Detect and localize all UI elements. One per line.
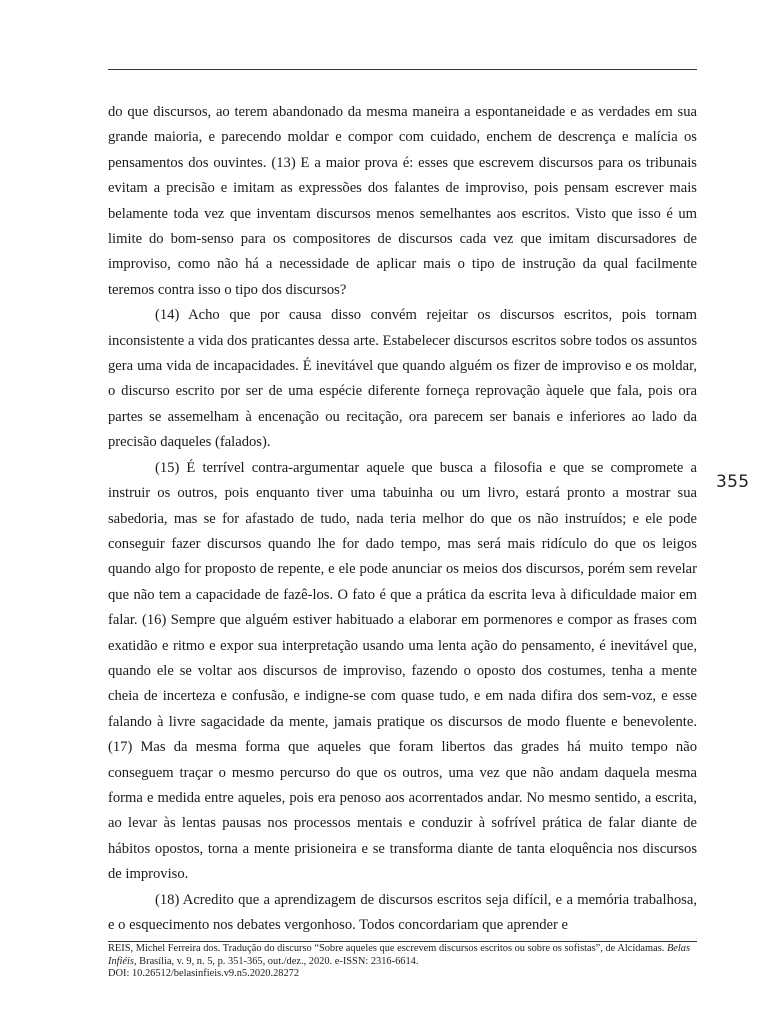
footer-rule [108,941,697,942]
citation-text: REIS, Michel Ferreira dos. Tradução do discurso “Sobre aqueles que escrevem discursos escritos ou sobre os sofistas”, de Alcídamas. [108,943,667,954]
page-number: 355 [716,472,750,492]
paragraph-14: (14) Acho que por causa disso convém rejeitar os discursos escritos, pois tornam inconsistente a vida dos praticantes dessa arte. Estabelecer discursos escritos sobre todos os assuntos gera uma vida de incapacidades. É inevitável que quando alguém os fizer de improviso e os moldar, o discurso escrito por ser de uma espécie diferente forneça reprovação àquele que fala, pois ora partes se assemelham à encenação ou recitação, ora parecem ser banais e inferiores ao lado da precisão daqueles (falados). [108,307,697,451]
citation-line [108,943,697,968]
header-rule [108,69,697,70]
paragraph-15: (15) É terrível contra-argumentar aquele que busca a filosofia e que se compromete a instruir os outros, pois enquanto tiver uma tabuinha ou um livro, estará pronto a mostrar sua sabedoria, mas se for afastado de tudo, nada teria melhor do que os não instruídos; e ele pode conseguir fazer discursos quando lhe for dado tempo, mas será mais ridículo do que os leigos quando algo for proposto de repente, e ele pode anunciar os meios dos discursos, porém sem revelar que não tem a capacidade de fazê-los. O fato é que a prática da escrita leva à dificuldade maior em falar. (16) Sempre que alguém estiver habituado a elaborar em pormenores e compor as frases com exatidão e ritmo e expor sua interpretação usando uma lenta ação do pensamento, é inevitável que, quando ele se voltar aos discursos de improviso, fazendo o oposto dos costumes, tenha a mente cheia de incerteza e confusão, e indigne-se com quase tudo, e em nada difira dos sem-voz, e esse falando à livre sagacidade da mente, jamais pratique os discursos de modo fluente e benevolente. (17) Mas da mesma forma que aqueles que foram libertos das grades há muito tempo não conseguem traçar o mesmo percurso do que os outros, uma vez que não andam daquela mesma forma e medida entre aqueles, pois era penoso aos acorrentados andar. No mesmo sentido, a escrita, ao levar às lentas pausas nos processos mentais e conduzir à sofrível prática de falar diante de hábitos opostos, torna a mente prisioneira e se transforma diante de tanta eloquência nos discursos de improviso. [108,459,697,883]
paragraph-18: (18) Acredito que a aprendizagem de discursos escritos seja difícil, e a memória trabalhosa, e o esquecimento nos debates vergonhoso. Todos concordariam que aprender e [108,891,697,933]
paragraph-continuation: do que discursos, ao terem abandonado da mesma maneira a espontaneidade e as verdades em sua grande maioria, e parecendo moldar e compor com cuidado, enchem de descrença e malícia os pensamentos dos ouvintes. (13) E a maior prova é: esses que escrevem discursos para os tribunais evitam a precisão e imitam as expressões dos falantes de improviso, pois pensam escrever mais belamente toda vez que inventam discursos menos semelhantes aos escritos. Visto que isso é um limite do bom-senso para os compositores de discursos cada vez que imitam discursadores de improviso, como não há a necessidade de aplicar mais o tipo de instrução da qual facilmente teremos contra isso o tipo dos discursos? [108,104,697,298]
journal-title: Belas Infiéis [108,943,691,967]
doi-line: DOI: 10.26512/belasinfieis.v9.n5.2020.28272 [108,968,300,980]
citation-details: , Brasília, v. 9, n. 5, p. 351-365, out./dez., 2020. e-ISSN: 2316-6614. [133,955,419,967]
citation-footer [108,943,697,981]
article-body [108,100,697,938]
